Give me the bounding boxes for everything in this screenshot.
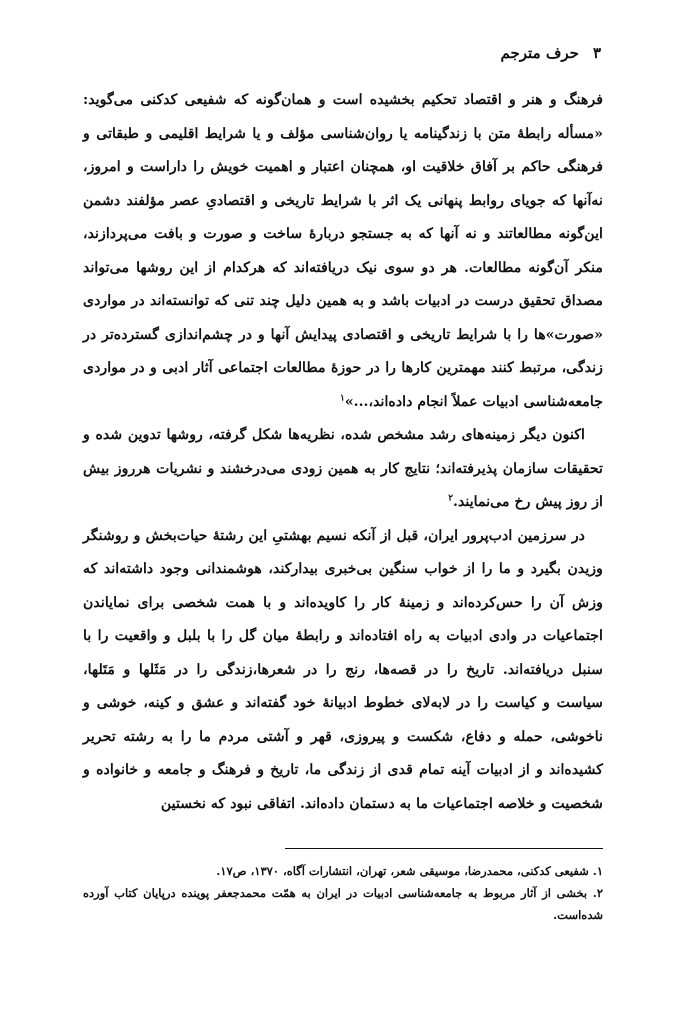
paragraph-text: اکنون دیگر زمینه‌های رشد مشخص شده، نظریه‌ها شکل گرفته، روشها تدوین شده و تحقیقات سازمان پذیرفته‌اند؛ نتایج کار به همین زودی می‌درخشند و نشریات هرروز بیش از روز پیش رخ می‌نمایند. xyxy=(83,427,603,510)
paragraph-3 xyxy=(83,520,603,822)
footnote-ref-1[interactable]: ۱ xyxy=(339,392,345,403)
running-title: حرف مترجم xyxy=(500,44,579,62)
footnote-1: ۱. شفیعی کدکنی، محمدرضا، موسیقی شعر، تهران، انتشارات آگاه، ۱۳۷۰، ص۱۷. xyxy=(216,864,603,878)
footnote-divider xyxy=(285,848,603,849)
page-number: ۳ xyxy=(592,44,601,62)
footnote-ref-2[interactable]: ۲ xyxy=(448,493,454,504)
footnotes xyxy=(83,860,603,926)
body-text xyxy=(83,84,603,821)
page-header xyxy=(501,44,601,62)
paragraph-text: در سرزمین ادب‌پرور ایران، قبل از آنکه نسیم بهشتیِ این رشتهٔ حیات‌بخش و روشنگر وزیدن بگیرد و ما را از خواب سنگین بی‌خبری بیدارکند، هوشمندانی وجود داشته‌اند که وزش آن را حس‌کرده‌اند و زمینهٔ کار را کاویده‌اند و با همت شخصی برای نمایاندن اجتماعیات در وادی ادبیات به راه افتاده‌اند و رابطهٔ میان گل را با بلبل و واقعیت را با سنبل دریافته‌اند. تاریخ را در قصه‌ها، رنج را در شعرها،زندگی را در مَثَلها و مَتَلها، سیاست و کیاست را در لابه‌لای خطوط ادبیانهٔ خود گفته‌اند و عشق و کینه، خوشی و ناخوشی، حمله و دفاع، شکست و پیروزی، قهر و آشتی مردم ما را به رشته تحریر کشیده‌اند و از ادبیات آینه تمام قدی از زندگی ما، تاریخ و فرهنگ و جامعه و خانواده و شخصیت و خلاصه اجتماعیات ما به دستمان داده‌اند. اتفاقی نبود که نخستین xyxy=(83,527,603,812)
paragraph-1 xyxy=(83,84,603,419)
footnote-2: ۲. بخشی از آثار مربوط به جامعه‌شناسی ادبیات در ایران به همّت محمدجعفر پوینده درپایان کتاب آورده شده‌است. xyxy=(83,886,603,922)
paragraph-2 xyxy=(83,419,603,520)
paragraph-text: فرهنگ و هنر و اقتصاد تحکیم بخشیده است و همان‌گونه که شفیعی کدکنی می‌گوید: «مسأله رابطهٔ متن با زندگینامه یا روان‌شناسی مؤلف و یا شرایط اقلیمی و طبقاتی و فرهنگی حاکم بر آفاق خلاقیت او، همچنان اعتبار و اهمیت خویش را داراست و امروز، نه‌آنها که جویای روابط پنهانی یک اثر با شرایط تاریخی و اقتصادیِ عصر مؤلفند دشمن این‌گونه مطالعاتند و نه آنها که به جستجو دربارهٔ ساخت و صورت و بافت می‌پردازند، منکر آن‌گونه مطالعات. هر دو سوی نیک دریافته‌اند که هرکدام از این روشها می‌تواند مصداق تحقیق درست در ادبیات باشد و به همین دلیل چند تنی که توانسته‌اند در مواردی «صورت»ها را با شرایط تاریخی و اقتصادی پیدایش آنها و در چشم‌اندازی گسترده‌تر در زندگی، مرتبط کنند مهمترین کارها را در حوزهٔ مطالعات اجتماعی آثار ادبی و در مواردی جامعه‌شناسی ادبیات عملاً انجام داده‌اند،...» xyxy=(83,92,603,410)
